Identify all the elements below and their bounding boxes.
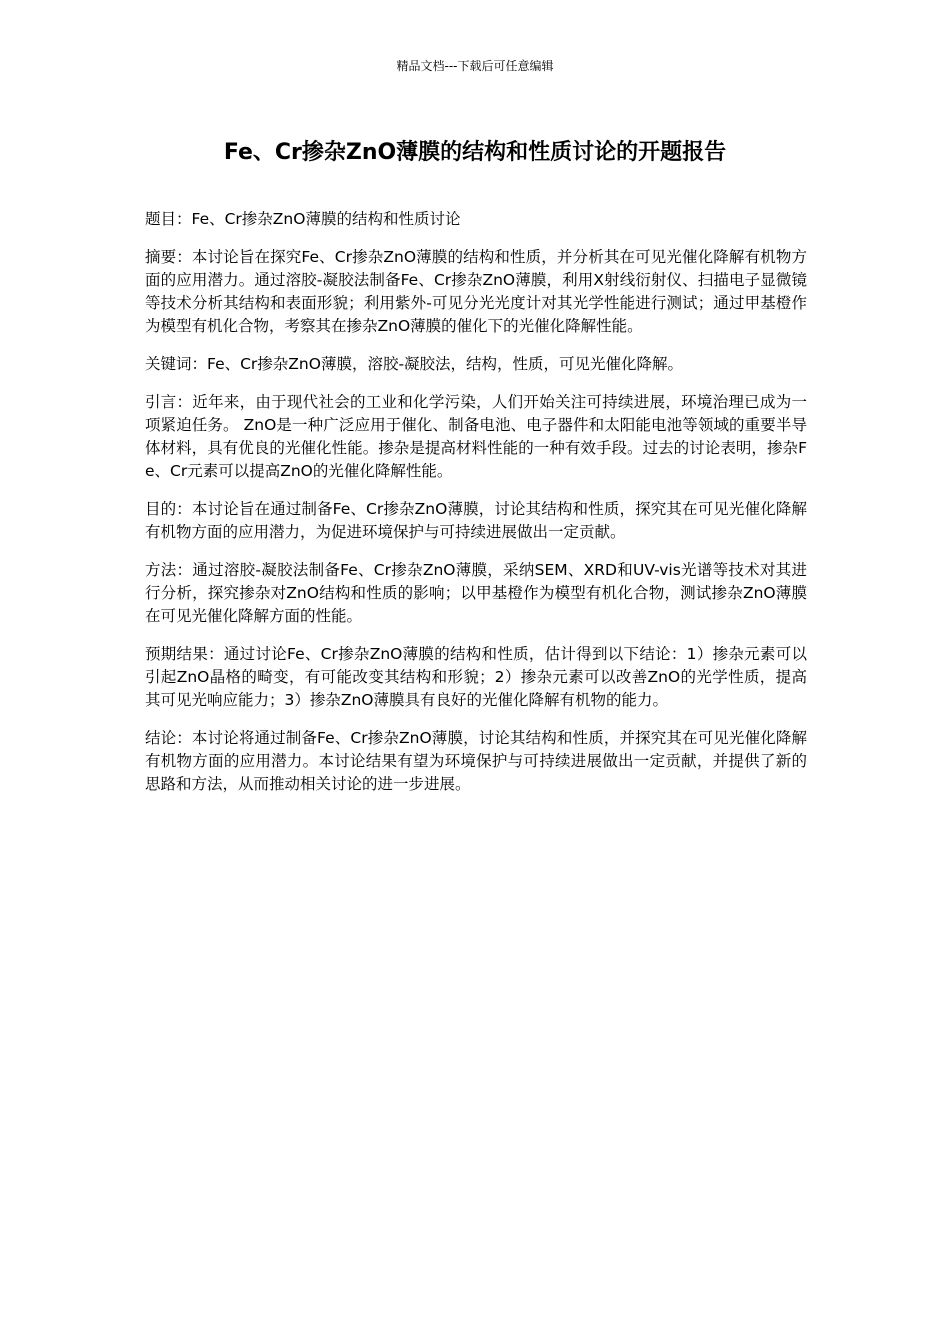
paragraph-keywords: 关键词：Fe、Cr掺杂ZnO薄膜，溶胶-凝胶法，结构，性质，可见光催化降解。 — [145, 355, 684, 373]
paragraph-purpose: 目的：本讨论旨在通过制备Fe、Cr掺杂ZnO薄膜，讨论其结构和性质，探究其在可见光催化降解有机物方面的应用潜力，为促进环境保护与可持续进展做出一定贡献。 — [145, 500, 807, 541]
paragraph-expected-results: 预期结果：通过讨论Fe、Cr掺杂ZnO薄膜的结构和性质，估计得到以下结论：1）掺杂元素可以引起ZnO晶格的畸变，有可能改变其结构和形貌；2）掺杂元素可以改善ZnO的光学性质，提高其可见光响应能力；3）掺杂ZnO薄膜具有良好的光催化降解有机物的能力。 — [145, 645, 807, 709]
paragraph-introduction: 引言：近年来，由于现代社会的工业和化学污染，人们开始关注可持续进展，环境治理已成为一项紧迫任务。 ZnO是一种广泛应用于催化、制备电池、电子器件和太阳能电池等领域的重要半导体材料，具有优良的光催化性能。掺杂是提高材料性能的一种有效手段。过去的讨论表明，掺杂Fe、Cr元素可以提高ZnO的光催化降解性能。 — [145, 393, 807, 480]
paragraph-abstract: 摘要：本讨论旨在探究Fe、Cr掺杂ZnO薄膜的结构和性质，并分析其在可见光催化降解有机物方面的应用潜力。通过溶胶-凝胶法制备Fe、Cr掺杂ZnO薄膜，利用X射线衍射仪、扫描电子显微镜等技术分析其结构和表面形貌；利用紫外-可见分光光度计对其光学性能进行测试；通过甲基橙作为模型有机化合物，考察其在掺杂ZnO薄膜的催化下的光催化降解性能。 — [145, 248, 807, 335]
paragraph-topic: 题目：Fe、Cr掺杂ZnO薄膜的结构和性质讨论 — [145, 210, 461, 228]
paragraph-conclusion: 结论：本讨论将通过制备Fe、Cr掺杂ZnO薄膜，讨论其结构和性质，并探究其在可见光催化降解有机物方面的应用潜力。本讨论结果有望为环境保护与可持续进展做出一定贡献，并提供了新的思路和方法，从而推动相关讨论的进一步进展。 — [145, 729, 807, 793]
page-header: 精品文档---下载后可任意编辑 — [396, 59, 554, 73]
document-title: Fe、Cr掺杂ZnO薄膜的结构和性质讨论的开题报告 — [223, 140, 727, 165]
paragraph-method: 方法：通过溶胶-凝胶法制备Fe、Cr掺杂ZnO薄膜，采纳SEM、XRD和UV-vis光谱等技术对其进行分析，探究掺杂对ZnO结构和性质的影响；以甲基橙作为模型有机化合物，测试掺杂ZnO薄膜在可见光催化降解方面的性能。 — [145, 561, 807, 625]
document-body — [145, 208, 807, 811]
